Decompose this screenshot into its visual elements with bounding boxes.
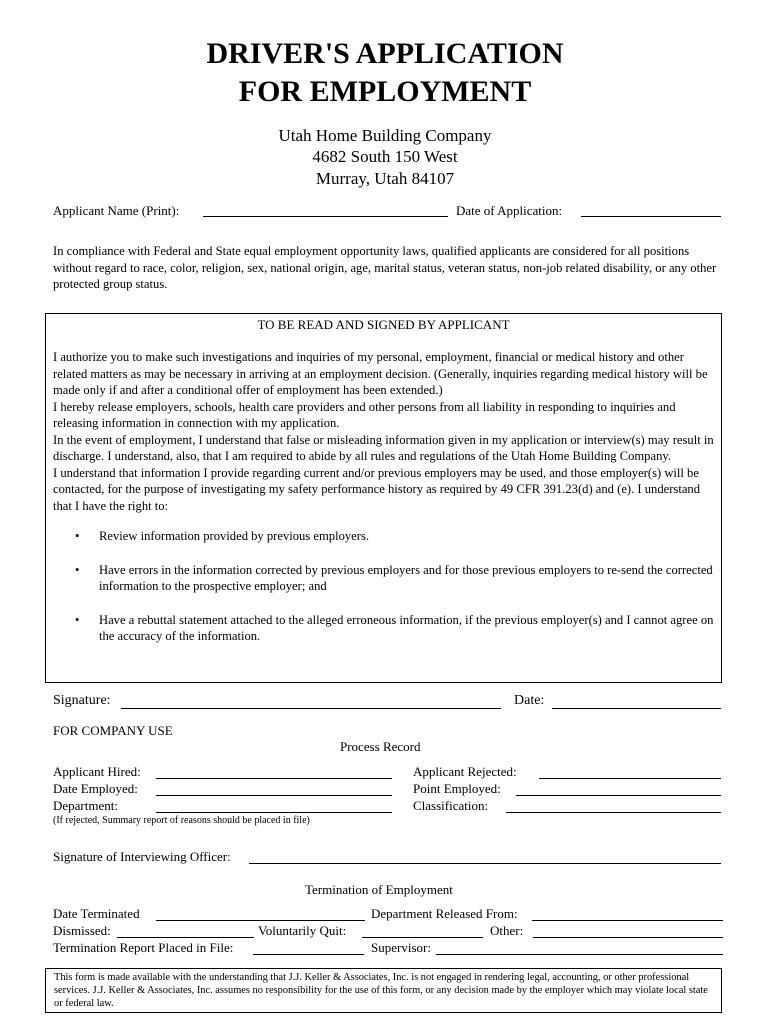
supervisor-field[interactable]	[436, 954, 723, 955]
applicant-hired-label: Applicant Hired:	[53, 764, 141, 779]
disclaimer-text: This form is made available with the understanding that J.J. Keller & Associates, Inc. is not engaged in rendering legal, accounting, or other professional services. J.J. Keller & Associates, Inc. assumes no responsibility for the use of this form, or any decision made by the employer which may violate local state or federal law.	[54, 972, 708, 1009]
process-record-heading: Process Record	[340, 739, 421, 754]
form-title-line2: FOR EMPLOYMENT	[238, 75, 532, 108]
voluntarily-quit-label: Voluntarily Quit:	[258, 923, 347, 938]
company-name: Utah Home Building Company	[278, 126, 492, 145]
date-of-application-label: Date of Application:	[456, 203, 563, 218]
classification-label: Classification:	[413, 798, 489, 813]
interviewing-officer-field[interactable]	[249, 863, 721, 864]
dismissed-field[interactable]	[117, 937, 254, 938]
department-released-label: Department Released From:	[371, 906, 518, 921]
signature-label: Signature:	[53, 693, 111, 708]
date-terminated-label: Date Terminated	[53, 906, 140, 921]
rejected-note: (If rejected, Summary report of reasons should be placed in file)	[53, 815, 310, 826]
interviewing-officer-label: Signature of Interviewing Officer:	[53, 849, 231, 864]
rights-list-item: • Have errors in the information corrected by previous employers and for those previous employers to re-send the corrected information to the prospective employer; and	[53, 562, 717, 595]
authorization-heading: TO BE READ AND SIGNED BY APPLICANT	[257, 317, 510, 332]
applicant-hired-field[interactable]	[156, 778, 392, 779]
form-title-line1: DRIVER'S APPLICATION	[206, 37, 564, 70]
date-terminated-field[interactable]	[156, 920, 365, 921]
voluntarily-quit-field[interactable]	[362, 937, 483, 938]
classification-field[interactable]	[506, 812, 721, 813]
previous-employers-paragraph: I understand that information I provide regarding current and/or previous employers may be used, and those employer(s) will be contacted, for the purpose of investigating my safety performance history as required by 49 CFR 391.23(d) and (e). I understand that I have the right to:	[53, 465, 700, 513]
other-field[interactable]	[533, 937, 723, 938]
department-field[interactable]	[156, 812, 392, 813]
report-placed-field[interactable]	[253, 954, 364, 955]
department-released-field[interactable]	[532, 920, 723, 921]
disclaimer-box	[45, 968, 722, 1013]
date-employed-label: Date Employed:	[53, 781, 138, 796]
rights-list-item: • Have a rebuttal statement attached to the alleged erroneous information, if the previous employer(s) and I cannot agree on the accuracy of the information.	[53, 612, 717, 645]
release-paragraph: I hereby release employers, schools, health care providers and other persons from all liability in responding to inquiries and releasing information in connection with my application.	[53, 399, 676, 430]
department-label: Department:	[53, 798, 118, 813]
point-employed-label: Point Employed:	[413, 781, 501, 796]
dismissed-label: Dismissed:	[53, 923, 111, 938]
termination-heading: Termination of Employment	[305, 882, 453, 897]
discharge-paragraph: In the event of employment, I understand that false or misleading information given in my application or interview(s) may result in discharge. I understand, also, that I am required to abide by all rules and regulations of the Utah Home Building Company.	[53, 432, 714, 463]
supervisor-label: Supervisor:	[371, 940, 431, 955]
applicant-name-label: Applicant Name (Print):	[53, 203, 180, 218]
rights-list	[53, 528, 717, 645]
company-city: Murray, Utah 84107	[315, 169, 455, 188]
rights-list-item: • Review information provided by previous employers.	[53, 528, 717, 545]
company-use-heading: FOR COMPANY USE	[53, 723, 173, 738]
compliance-statement: In compliance with Federal and State equal employment opportunity laws, qualified applicants are considered for all positions without regard to race, color, religion, sex, national origin, age, marital status, veteran status, non-job related disability, or any other protected group status.	[53, 244, 717, 291]
applicant-rejected-label: Applicant Rejected:	[413, 764, 517, 779]
date-of-application-field[interactable]	[581, 216, 721, 217]
applicant-name-field[interactable]	[203, 216, 448, 217]
point-employed-field[interactable]	[516, 795, 721, 796]
signature-field[interactable]	[121, 708, 501, 709]
date-employed-field[interactable]	[156, 795, 392, 796]
authorization-box	[45, 313, 722, 683]
signature-date-label: Date:	[514, 693, 545, 708]
applicant-rejected-field[interactable]	[539, 778, 721, 779]
other-label: Other:	[490, 923, 524, 938]
authorization-paragraph: I authorize you to make such investigations and inquiries of my personal, employment, financial or medical history and other related matters as may be necessary in arriving at an employment decision. (Generally, inquiries regarding medical history will be made only if and after a conditional offer of employment has been extended.)	[53, 350, 708, 397]
signature-date-field[interactable]	[552, 708, 721, 709]
company-address: 4682 South 150 West	[312, 147, 458, 166]
report-placed-label: Termination Report Placed in File:	[53, 940, 234, 955]
